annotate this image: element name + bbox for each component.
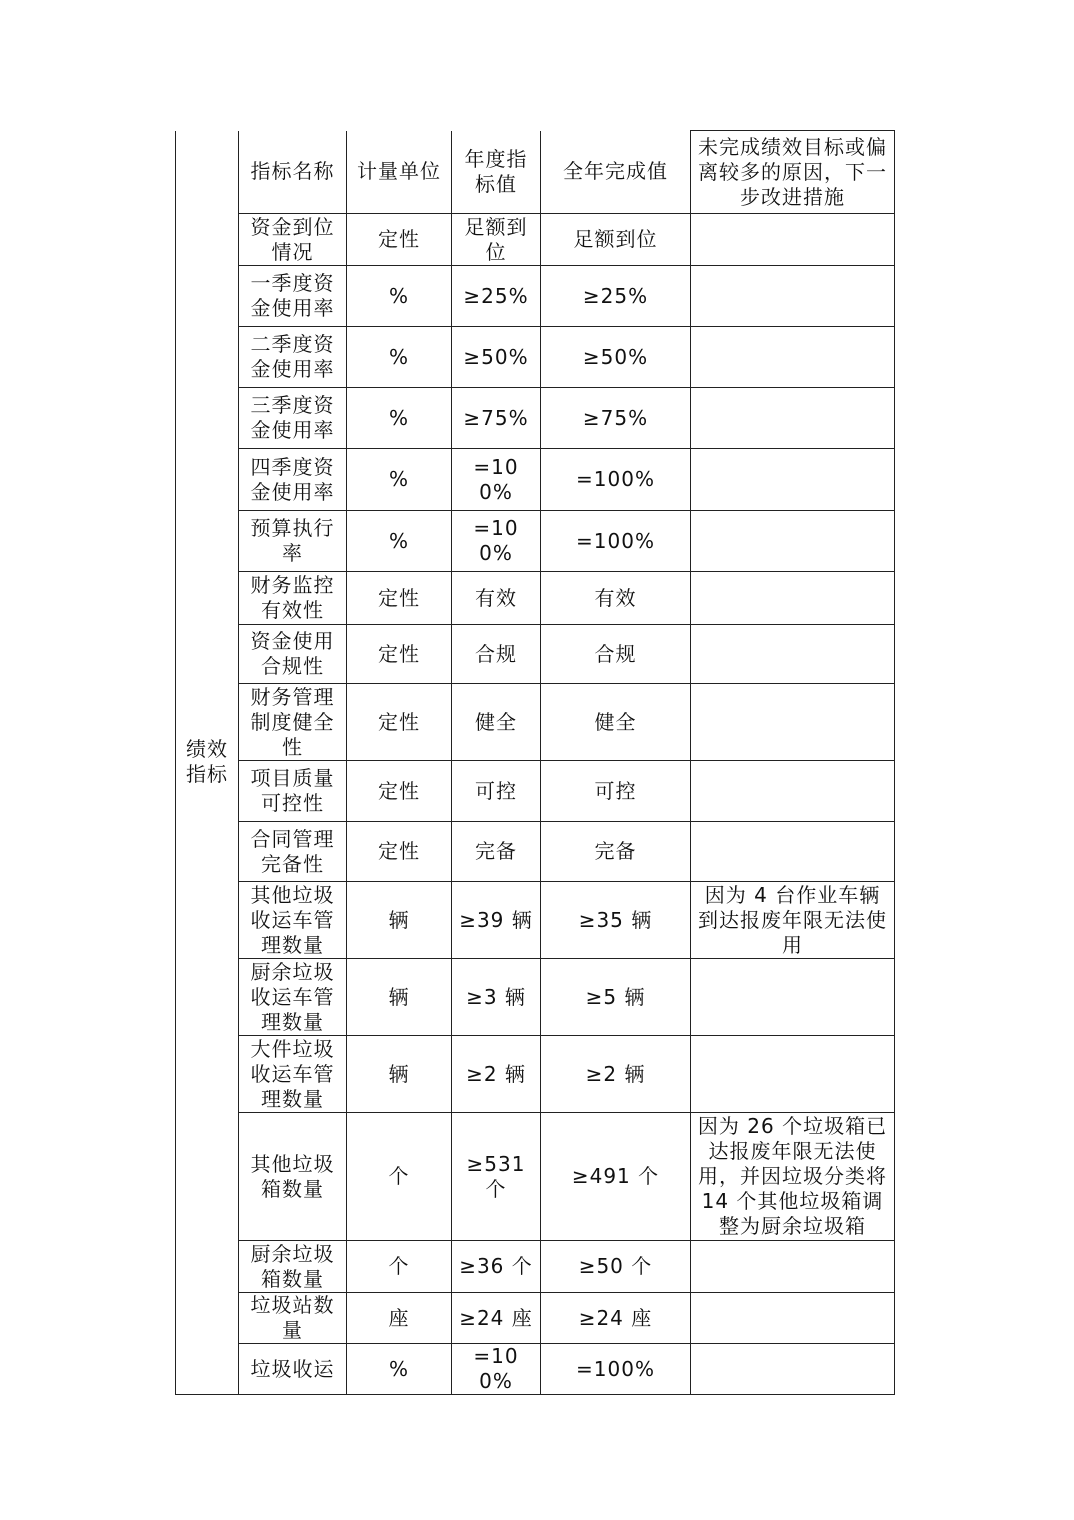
indicator-name-cell: 财务管理制度健全性 [239, 684, 347, 761]
annual-target-cell: ≥531 个 [452, 1113, 541, 1241]
header-reason: 未完成绩效目标或偏离较多的原因，下一步改进措施 [691, 131, 895, 214]
actual-value-cell: ≥25% [541, 266, 691, 327]
actual-value-cell: =100% [541, 1344, 691, 1395]
actual-value-cell: ≥50% [541, 327, 691, 388]
unit-cell: % [347, 1344, 452, 1395]
reason-cell [691, 959, 895, 1036]
indicator-name-cell: 其他垃圾箱数量 [239, 1113, 347, 1241]
table-row [176, 761, 895, 822]
indicator-name-cell: 资金使用合规性 [239, 625, 347, 684]
reason-cell [691, 266, 895, 327]
indicator-name-cell: 资金到位情况 [239, 214, 347, 266]
header-actual: 全年完成值 [541, 131, 691, 214]
table-row [176, 1113, 895, 1241]
reason-cell [691, 327, 895, 388]
unit-cell: % [347, 511, 452, 572]
reason-cell: 因为 4 台作业车辆到达报废年限无法使用 [691, 882, 895, 959]
annual-target-cell: 合规 [452, 625, 541, 684]
actual-value-cell: ≥24 座 [541, 1293, 691, 1344]
actual-value-cell: ≥2 辆 [541, 1036, 691, 1113]
actual-value-cell: =100% [541, 449, 691, 511]
actual-value-cell: 完备 [541, 822, 691, 882]
unit-cell: 座 [347, 1293, 452, 1344]
indicator-name-cell: 厨余垃圾箱数量 [239, 1241, 347, 1293]
unit-cell: % [347, 449, 452, 511]
indicator-name-cell: 合同管理完备性 [239, 822, 347, 882]
annual-target-cell: 有效 [452, 572, 541, 625]
unit-cell: % [347, 266, 452, 327]
reason-cell [691, 1036, 895, 1113]
table-row [176, 1344, 895, 1395]
actual-value-cell: 有效 [541, 572, 691, 625]
actual-value-cell: 合规 [541, 625, 691, 684]
annual-target-cell: ≥24 座 [452, 1293, 541, 1344]
indicator-name-cell: 财务监控有效性 [239, 572, 347, 625]
reason-cell [691, 684, 895, 761]
annual-target-cell: ≥25% [452, 266, 541, 327]
annual-target-cell: ≥3 辆 [452, 959, 541, 1036]
reason-cell [691, 761, 895, 822]
reason-cell: 因为 26 个垃圾箱已达报废年限无法使用，并因垃圾分类将 14 个其他垃圾箱调整为厨余垃圾箱 [691, 1113, 895, 1241]
table-row [176, 266, 895, 327]
actual-value-cell: 可控 [541, 761, 691, 822]
table-row [176, 882, 895, 959]
annual-target-cell: 完备 [452, 822, 541, 882]
annual-target-cell: 足额到位 [452, 214, 541, 266]
indicator-name-cell: 三季度资金使用率 [239, 388, 347, 449]
unit-cell: 辆 [347, 882, 452, 959]
category-label: 绩效指标 [186, 737, 228, 787]
indicator-name-cell: 一季度资金使用率 [239, 266, 347, 327]
indicator-name-cell: 预算执行率 [239, 511, 347, 572]
reason-cell [691, 1344, 895, 1395]
reason-cell [691, 1293, 895, 1344]
unit-cell: % [347, 388, 452, 449]
table-row [176, 1036, 895, 1113]
annual-target-cell: 健全 [452, 684, 541, 761]
unit-cell: 辆 [347, 1036, 452, 1113]
reason-cell [691, 511, 895, 572]
unit-cell: 定性 [347, 214, 452, 266]
reason-cell [691, 1241, 895, 1293]
header-unit: 计量单位 [347, 131, 452, 214]
unit-cell: 定性 [347, 684, 452, 761]
header-name: 指标名称 [239, 131, 347, 214]
unit-cell: 定性 [347, 572, 452, 625]
actual-value-cell: =100% [541, 511, 691, 572]
annual-target-cell: ≥36 个 [452, 1241, 541, 1293]
annual-target-cell: =100% [452, 511, 541, 572]
annual-target-cell: ≥50% [452, 327, 541, 388]
performance-indicator-table [175, 130, 895, 1395]
reason-cell [691, 388, 895, 449]
indicator-name-cell: 垃圾收运 [239, 1344, 347, 1395]
unit-cell: % [347, 327, 452, 388]
table-row [176, 684, 895, 761]
header-row [176, 131, 895, 214]
actual-value-cell: ≥491 个 [541, 1113, 691, 1241]
table-row [176, 572, 895, 625]
reason-cell [691, 449, 895, 511]
actual-value-cell: 健全 [541, 684, 691, 761]
indicator-name-cell: 四季度资金使用率 [239, 449, 347, 511]
table-row [176, 625, 895, 684]
indicator-name-cell: 垃圾站数量 [239, 1293, 347, 1344]
table-row [176, 1293, 895, 1344]
actual-value-cell: ≥5 辆 [541, 959, 691, 1036]
table-row [176, 214, 895, 266]
indicator-name-cell: 大件垃圾收运车管理数量 [239, 1036, 347, 1113]
table-row [176, 327, 895, 388]
annual-target-cell: =100% [452, 449, 541, 511]
indicator-name-cell: 项目质量可控性 [239, 761, 347, 822]
annual-target-cell: ≥39 辆 [452, 882, 541, 959]
actual-value-cell: ≥75% [541, 388, 691, 449]
unit-cell: 定性 [347, 822, 452, 882]
unit-cell: 定性 [347, 625, 452, 684]
annual-target-cell: 可控 [452, 761, 541, 822]
indicator-name-cell: 二季度资金使用率 [239, 327, 347, 388]
indicator-name-cell: 厨余垃圾收运车管理数量 [239, 959, 347, 1036]
unit-cell: 辆 [347, 959, 452, 1036]
annual-target-cell: =100% [452, 1344, 541, 1395]
reason-cell [691, 214, 895, 266]
indicator-name-cell: 其他垃圾收运车管理数量 [239, 882, 347, 959]
table-row [176, 822, 895, 882]
reason-cell [691, 572, 895, 625]
unit-cell: 定性 [347, 761, 452, 822]
annual-target-cell: ≥75% [452, 388, 541, 449]
table-row [176, 449, 895, 511]
reason-cell [691, 822, 895, 882]
table-row [176, 1241, 895, 1293]
annual-target-cell: ≥2 辆 [452, 1036, 541, 1113]
unit-cell: 个 [347, 1113, 452, 1241]
unit-cell: 个 [347, 1241, 452, 1293]
category-cell [176, 131, 239, 1395]
reason-cell [691, 625, 895, 684]
actual-value-cell: ≥50 个 [541, 1241, 691, 1293]
actual-value-cell: 足额到位 [541, 214, 691, 266]
actual-value-cell: ≥35 辆 [541, 882, 691, 959]
table-row [176, 388, 895, 449]
header-annual-target: 年度指标值 [452, 131, 541, 214]
table-row [176, 959, 895, 1036]
table-row [176, 511, 895, 572]
